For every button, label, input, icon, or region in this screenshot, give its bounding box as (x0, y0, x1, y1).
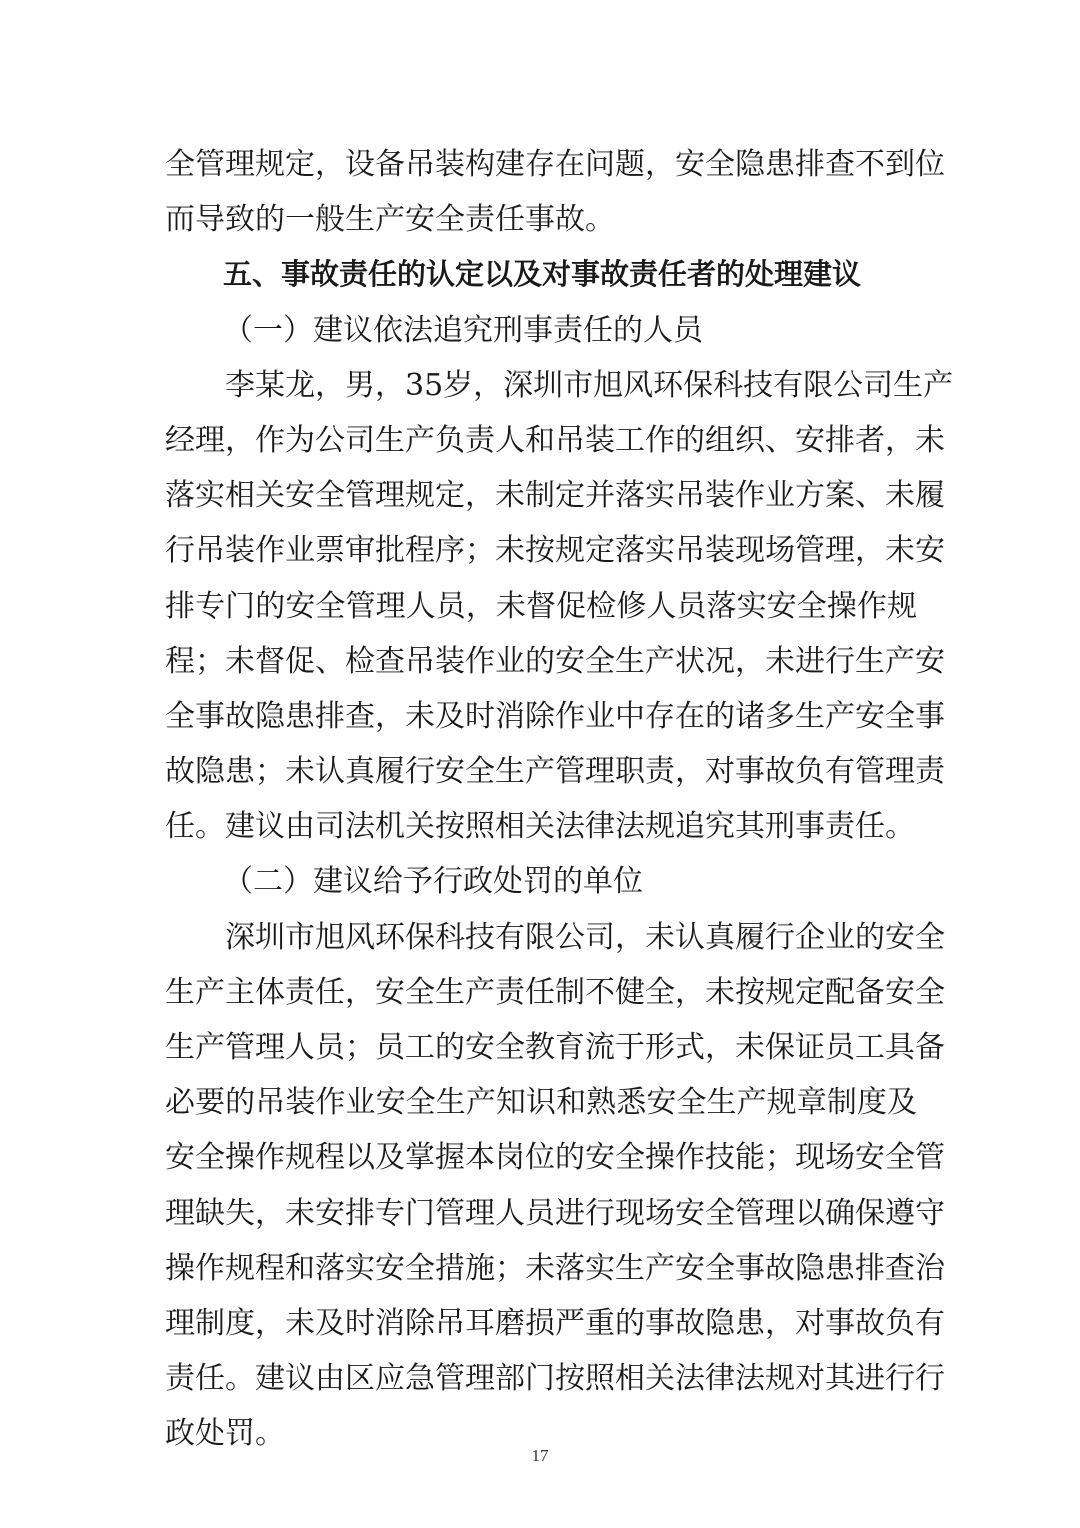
paragraph-line: 理缺失，未安排专门管理人员进行现场安全管理以确保遵守 (165, 1195, 945, 1231)
paragraph-line: 深圳市旭风环保科技有限公司，未认真履行企业的安全 (225, 919, 945, 955)
paragraph-line: 经理，作为公司生产负责人和吊装工作的组织、安排者，未 (165, 422, 945, 458)
page-number: 17 (531, 1446, 549, 1465)
intro-line: 而导致的一般生产安全责任事故。 (165, 202, 615, 238)
section-heading: 五、事故责任的认定以及对事故责任者的处理建议 (223, 257, 862, 292)
intro-line: 全管理规定，设备吊装构建存在问题，安全隐患排查不到位 (165, 147, 945, 182)
paragraph-line: 生产主体责任，安全生产责任制不健全，未按规定配备安全 (165, 974, 945, 1010)
paragraph-line: 必要的吊装作业安全生产知识和熟悉安全生产规章制度及 (165, 1085, 917, 1121)
paragraph-line: 操作规程和落实安全措施；未落实生产安全事故隐患排查治 (165, 1250, 945, 1286)
paragraph-line: 任。建议由司法机关按照相关法律法规追究其刑事责任。 (165, 809, 915, 845)
paragraph-line: 李某龙，男，35岁，深圳市旭风环保科技有限公司生产 (225, 367, 954, 403)
paragraph-line: 落实相关安全管理规定，未制定并落实吊装作业方案、未履 (165, 478, 945, 514)
document-body (165, 137, 954, 1462)
paragraph-line: 排专门的安全管理人员，未督促检修人员落实安全操作规 (165, 588, 917, 624)
paragraph-line: 安全操作规程以及掌握本岗位的安全操作技能；现场安全管 (165, 1140, 945, 1176)
subsection-heading-criminal: （一）建议依法追究刑事责任的人员 (223, 312, 703, 348)
paragraph-line: 责任。建议由区应急管理部门按照相关法律法规对其进行行 (165, 1361, 945, 1397)
paragraph-line: 故隐患；未认真履行安全生产管理职责，对事故负有管理责 (165, 754, 945, 790)
paragraph-line: 全事故隐患排查，未及时消除作业中存在的诸多生产安全事 (165, 698, 945, 734)
paragraph-line: 理制度，未及时消除吊耳磨损严重的事故隐患，对事故负有 (165, 1305, 945, 1341)
subsection-heading-administrative: （二）建议给予行政处罚的单位 (223, 864, 643, 900)
paragraph-line: 生产管理人员；员工的安全教育流于形式，未保证员工具备 (165, 1030, 945, 1065)
paragraph-line: 程；未督促、检查吊装作业的安全生产状况，未进行生产安 (165, 643, 945, 679)
paragraph-line: 行吊装作业票审批程序；未按规定落实吊装现场管理，未安 (165, 533, 945, 569)
paragraph-line: 政处罚。 (165, 1416, 285, 1452)
